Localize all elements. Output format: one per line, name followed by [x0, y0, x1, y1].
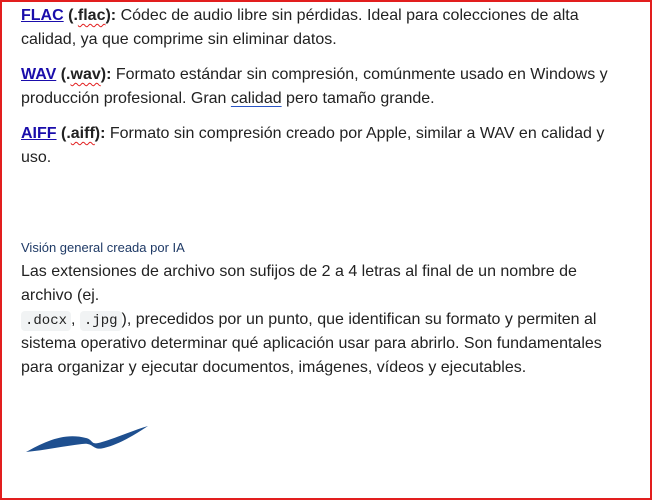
format-link-aiff[interactable]: AIFF [21, 125, 57, 142]
format-item-wav [21, 63, 621, 111]
format-desc-flac: Códec de audio libre sin pérdidas. Ideal para colecciones de alta calidad, ya que comprime sin eliminar datos. [21, 7, 579, 48]
format-desc-wav-b: calidad [230, 90, 282, 107]
format-link-wav[interactable]: WAV [21, 66, 57, 83]
code-jpg: .jpg [80, 311, 122, 331]
ai-overview-caption: Visión general creada por IA [21, 240, 185, 255]
swoosh-logo-icon [24, 424, 154, 461]
format-desc-wav-a: Formato estándar sin compresión, comúnmente usado en Windows y producción profesional. Gran [21, 66, 608, 107]
format-desc-wav-c: pero tamaño grande. [281, 90, 435, 107]
format-list [21, 4, 621, 170]
ai-overview-body [21, 260, 621, 380]
ai-overview-text-2: ), precedidos por un punto, que identifican su formato y permiten al sistema operativo determinar qué aplicación usar para abrirlo. Son fundamentales para organizar y ejecutar documentos, imágenes, vídeos y ejecutables. [21, 311, 602, 376]
format-item-flac [21, 4, 621, 52]
code-docx: .docx [21, 311, 71, 331]
format-item-aiff [21, 122, 621, 170]
format-link-flac[interactable]: FLAC [21, 7, 64, 24]
format-ext-wav: (.wav): [60, 66, 112, 83]
format-ext-aiff: (.aiff): [61, 125, 106, 142]
ai-overview-text-1: Las extensiones de archivo son sufijos de 2 a 4 letras al final de un nombre de archivo (ej. [21, 263, 577, 304]
code-separator: , [71, 311, 80, 328]
format-desc-aiff: Formato sin compresión creado por Apple, similar a WAV en calidad y uso. [21, 125, 605, 166]
format-ext-flac: (.flac): [68, 7, 117, 24]
ai-overview-text [21, 260, 621, 380]
